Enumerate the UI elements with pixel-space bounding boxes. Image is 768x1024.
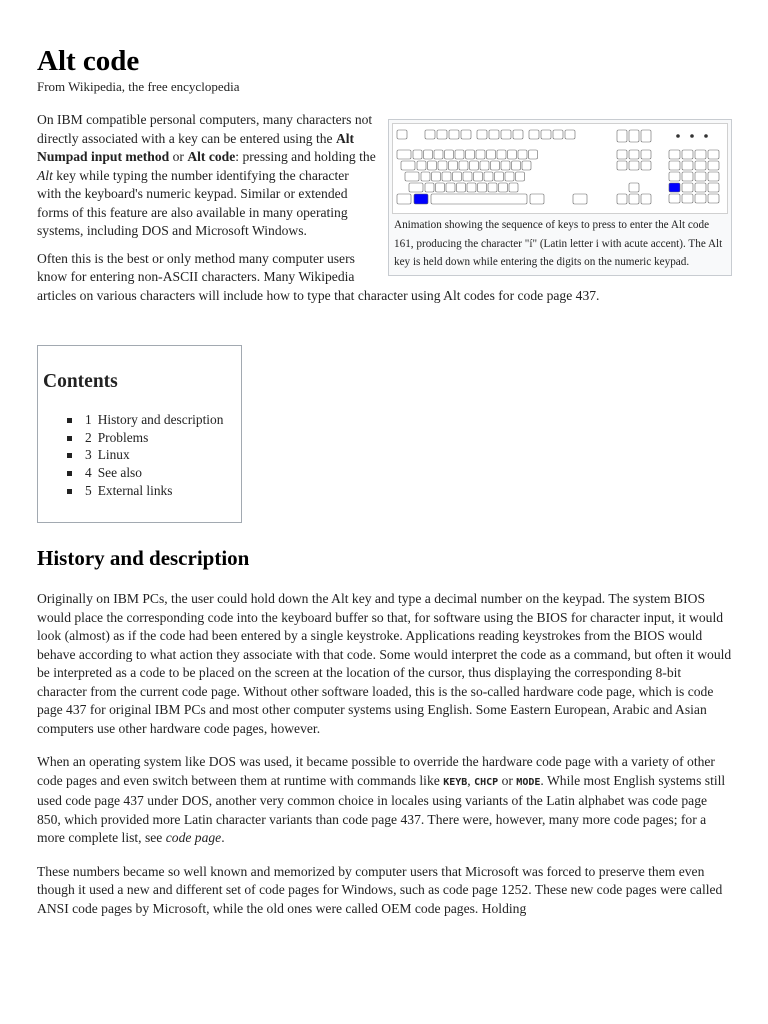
table-of-contents <box>37 345 242 523</box>
key-alpha <box>529 150 538 159</box>
toc-link[interactable]: History and description <box>97 412 224 427</box>
key-alpha <box>501 161 510 170</box>
key-system <box>629 130 639 142</box>
key-system <box>617 130 627 142</box>
body-text: . <box>221 830 225 845</box>
key-alpha <box>509 183 518 192</box>
key-arrow <box>617 194 627 204</box>
key-alpha <box>459 161 468 170</box>
key-navigation <box>641 150 651 159</box>
key-function <box>513 130 523 139</box>
section-paragraph-1: Originally on IBM PCs, the user could hold down the Alt key and type a decimal number on the keypad. The system BIOS would place the corresponding code into the keyboard buffer so that, for software using the BIOS for character input, it would look (almost) as if the code had been entered by a single keystroke. Applications reading keystrokes from the BIOS would behave according to what action they associate with that code. Some would interpret the code as a command, but often it would be interpreted as a code to be placed on the screen at the location of the cursor, thus displaying the corresponding 8-bit character from the current code page. Without other software loaded, this is the so-called hardware code page, which is code page 437 for original IBM PCs and most other computer systems using English. Some Eastern European, Arabic and Asian computers use other hardware code pages, however. <box>37 591 732 736</box>
key-numpad <box>695 161 706 170</box>
keyboard-image[interactable] <box>392 123 728 214</box>
key-numpad <box>708 150 719 159</box>
toc-item[interactable] <box>65 482 236 500</box>
key-alpha <box>421 172 430 181</box>
key-numpad <box>669 183 680 192</box>
indicator-light <box>690 134 694 138</box>
intro <box>37 111 732 314</box>
command-chcp: CHCP <box>474 776 499 788</box>
toc-item[interactable] <box>65 429 236 447</box>
key-alpha <box>413 150 422 159</box>
key-alpha <box>424 150 433 159</box>
toc-link[interactable]: Linux <box>97 447 130 463</box>
key-system <box>641 130 651 142</box>
key-numpad <box>669 172 680 181</box>
separator: or <box>498 772 517 788</box>
body-text: When an operating system like DOS was used, it became possible to override the hardware code page with a variety of other code pages and even switch between them at runtime with commands like <box>37 754 715 788</box>
toc-link[interactable]: External links <box>97 482 173 498</box>
key-numpad <box>682 183 693 192</box>
body-text: . While most English systems still used code page 437 under DOS, another very common choice in locales using variants of the Latin alphabet was code page 850, which provided more Latin character variants than code page 437. There were, however, many more code pages; for a more complete list, see <box>37 772 726 845</box>
toc-number: 1 <box>85 412 92 427</box>
key-numpad <box>708 161 719 170</box>
key-alpha <box>470 161 479 170</box>
key-navigation <box>629 161 639 170</box>
key-space <box>431 194 527 204</box>
key-arrow <box>629 194 639 204</box>
key-alpha <box>436 183 445 192</box>
toc-number: 3 <box>85 447 92 463</box>
toc-number: 4 <box>85 465 92 481</box>
key-alpha <box>428 161 437 170</box>
key-alpha <box>488 183 497 192</box>
keyboard-illustration <box>393 124 727 213</box>
key-alpha <box>499 183 508 192</box>
key-alpha <box>487 150 496 159</box>
key-alpha <box>512 161 521 170</box>
key-alpha <box>438 161 447 170</box>
key-alpha <box>445 150 454 159</box>
key-alpha <box>457 183 466 192</box>
key-alpha <box>505 172 514 181</box>
tagline: From Wikipedia, the free encyclopedia <box>37 79 240 94</box>
key-navigation <box>617 150 627 159</box>
key-alpha <box>478 183 487 192</box>
key-alpha <box>432 172 441 181</box>
section-paragraph-2 <box>37 753 732 848</box>
key-alpha <box>442 172 451 181</box>
toc-item[interactable] <box>65 411 236 429</box>
key-alpha <box>522 161 531 170</box>
key-alpha <box>474 172 483 181</box>
key-alpha <box>497 150 506 159</box>
intro-text: On IBM compatible personal computers, many characters not directly associated with a key can be entered using the <box>37 112 373 146</box>
key-numpad <box>708 183 719 192</box>
key-alpha <box>491 161 500 170</box>
key-arrow-up <box>629 183 639 192</box>
key-function <box>489 130 499 139</box>
toc-link[interactable]: Problems <box>97 429 149 445</box>
key-modifier <box>409 183 423 192</box>
command-mode: MODE <box>516 776 541 788</box>
key-alt-right <box>530 194 544 204</box>
key-function <box>461 130 471 139</box>
key-function <box>565 130 575 139</box>
toc-item[interactable] <box>65 464 236 482</box>
key-esc <box>397 130 407 139</box>
key-alpha <box>467 183 476 192</box>
command-keyb: KEYB <box>443 776 468 788</box>
section-body <box>37 590 732 933</box>
toc-title: Contents <box>43 371 118 392</box>
key-alpha <box>425 183 434 192</box>
key-ctrl <box>397 194 411 204</box>
key-numpad <box>708 194 719 203</box>
key-modifier <box>397 150 411 159</box>
key-modifier <box>401 161 415 170</box>
key-alpha <box>449 161 458 170</box>
section-heading: History and description <box>37 546 250 570</box>
key-numpad <box>682 150 693 159</box>
key-numpad <box>669 161 680 170</box>
toc-number: 2 <box>85 429 92 445</box>
key-function <box>501 130 511 139</box>
italic-term: Alt <box>37 167 53 183</box>
section-paragraph-3: These numbers became so well known and memorized by computer users that Microsoft was forced to preserve them even though it used a new and different set of code pages for Windows, such as code page 1252. These new code pages were called ANSI code pages by Microsoft, while the old ones were called OEM code pages. Holding <box>37 863 723 916</box>
key-alpha <box>417 161 426 170</box>
key-alpha <box>446 183 455 192</box>
separator: , <box>467 772 475 788</box>
key-navigation <box>641 161 651 170</box>
key-alpha <box>463 172 472 181</box>
key-numpad <box>695 194 706 203</box>
key-arrow <box>641 194 651 204</box>
code-page-link[interactable]: code page <box>165 830 222 845</box>
key-alpha <box>495 172 504 181</box>
toc-number: 5 <box>85 482 92 498</box>
key-alpha <box>508 150 517 159</box>
intro-paragraph-2: Often this is the best or only method many computer users know for entering non-ASCII characters. Many Wikipedia articles on various characters will include how to type that character using Alt codes for code page 437. <box>37 250 600 303</box>
key-numpad <box>669 194 680 203</box>
key-function <box>425 130 435 139</box>
key-navigation <box>629 150 639 159</box>
key-numpad <box>682 172 693 181</box>
key-alpha <box>518 150 527 159</box>
key-numpad <box>669 150 680 159</box>
key-alpha <box>516 172 525 181</box>
key-alpha <box>455 150 464 159</box>
bold-term: Alt Numpad input method <box>37 130 355 164</box>
toc-list <box>65 411 236 500</box>
key-numpad <box>695 183 706 192</box>
key-ctrl-right <box>573 194 587 204</box>
key-modifier <box>405 172 419 181</box>
bold-term: Alt code <box>187 149 236 164</box>
indicator-light <box>704 134 708 138</box>
key-navigation <box>617 161 627 170</box>
key-numpad <box>708 172 719 181</box>
key-numpad <box>695 150 706 159</box>
key-alpha <box>484 172 493 181</box>
key-function <box>541 130 551 139</box>
key-alt <box>414 194 428 204</box>
figure-caption: Animation showing the sequence of keys to press to enter the Alt code 161, producing the character "í" (Latin letter i with acute accent). The Alt key is held down while entering the digits on the numeric keypad. <box>394 219 723 268</box>
key-alpha <box>476 150 485 159</box>
toc-link[interactable]: See also <box>97 465 142 481</box>
intro-text: : pressing and holding the <box>235 149 376 164</box>
key-function <box>477 130 487 139</box>
key-function <box>437 130 447 139</box>
key-alpha <box>480 161 489 170</box>
indicator-light <box>676 134 680 138</box>
key-alpha <box>466 150 475 159</box>
keyboard-figure <box>388 119 732 276</box>
toc-item[interactable] <box>65 446 236 464</box>
intro-text: or <box>169 149 188 164</box>
key-numpad <box>682 194 693 203</box>
key-function <box>529 130 539 139</box>
key-alpha <box>453 172 462 181</box>
intro-text: key while typing the number identifying the character with the keyboard's numeric keypad. Similar or extended forms of this feature are also available in many operating systems, including DOS and Microsoft Windows. <box>37 167 349 238</box>
key-function <box>553 130 563 139</box>
page-title: Alt code <box>37 45 140 77</box>
key-alpha <box>434 150 443 159</box>
key-numpad <box>682 161 693 170</box>
key-numpad <box>695 172 706 181</box>
key-function <box>449 130 459 139</box>
